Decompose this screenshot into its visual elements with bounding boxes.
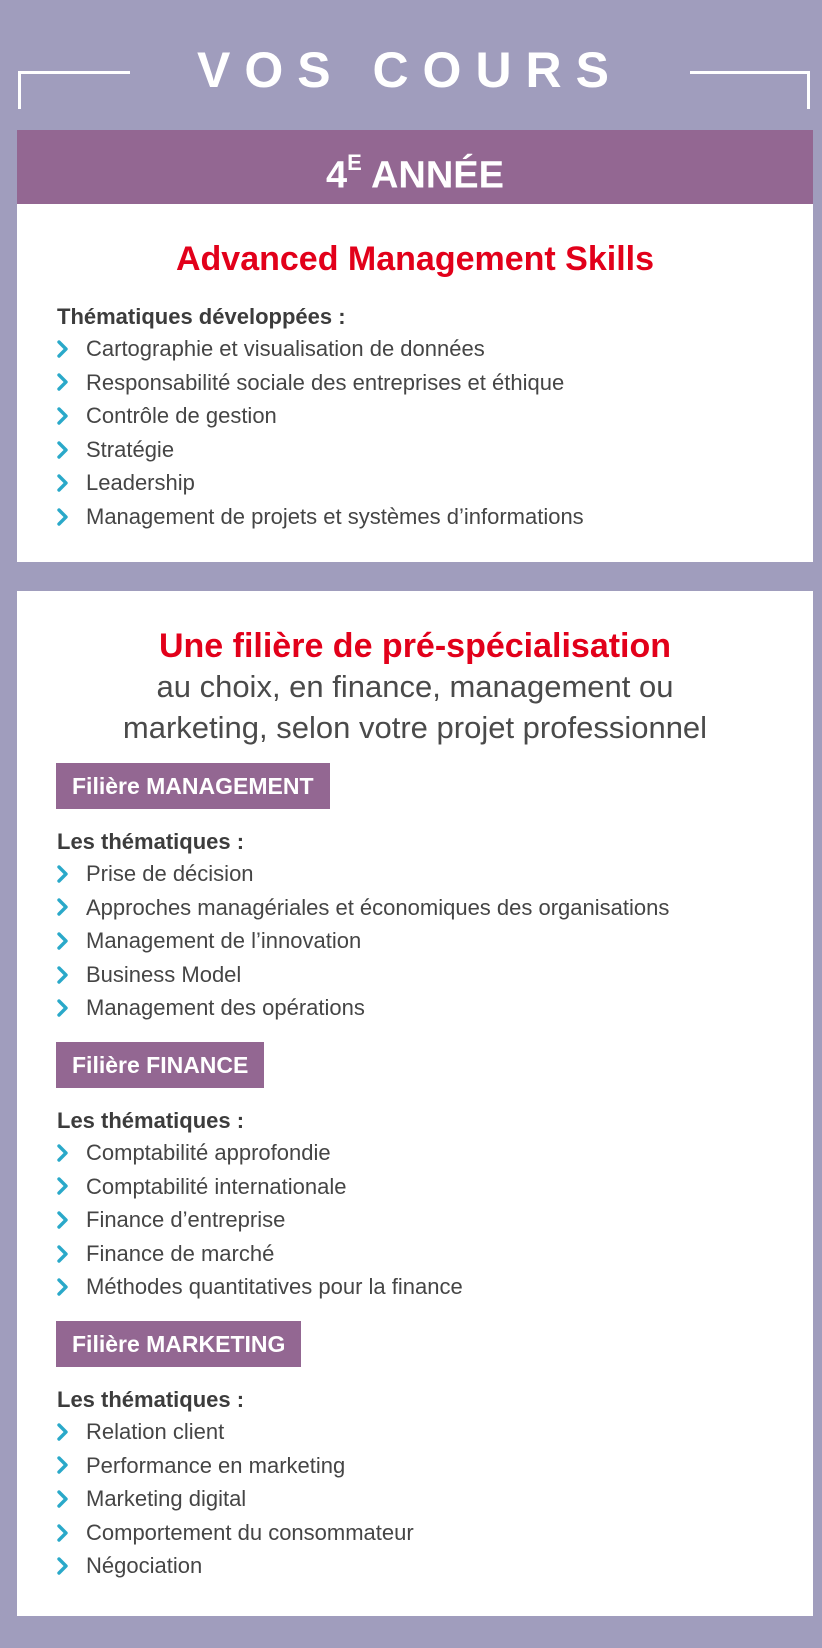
page-header (0, 0, 822, 125)
list-item: Leadership (57, 466, 797, 500)
core-skills-block (57, 302, 797, 534)
chevron-right-icon (57, 1549, 73, 1583)
chevron-right-icon (57, 857, 73, 891)
list-item: Cartographie et visualisation de données (57, 332, 797, 366)
chevron-right-icon (57, 1270, 73, 1304)
topics-list (57, 1136, 797, 1304)
list-item: Comptabilité approfondie (57, 1136, 797, 1170)
chevron-right-icon (57, 366, 73, 400)
list-item: Management de projets et systèmes d’informations (57, 500, 797, 534)
topics-label: Les thématiques : (57, 1108, 245, 1133)
topics-label: Les thématiques : (57, 829, 245, 854)
chevron-right-icon (57, 1415, 73, 1449)
core-skills-card (17, 204, 813, 562)
list-item: Management de l’innovation (57, 924, 797, 958)
chevron-right-icon (57, 500, 73, 534)
chevron-right-icon (57, 1170, 73, 1204)
list-item: Finance d’entreprise (57, 1203, 797, 1237)
subtitle-line-2: marketing, selon votre projet professionnel (122, 710, 708, 745)
chevron-right-icon (57, 433, 73, 467)
filiere-management-block (57, 827, 797, 1025)
topics-label: Les thématiques : (57, 1387, 245, 1412)
page-title: VOS COURS (196, 42, 624, 98)
list-item: Relation client (57, 1415, 797, 1449)
list-item: Performance en marketing (57, 1449, 797, 1483)
chevron-right-icon (57, 1237, 73, 1271)
year-banner (17, 130, 813, 204)
topics-label: Thématiques développées : (57, 304, 346, 329)
chevron-right-icon (57, 991, 73, 1025)
year-number: 4 (325, 154, 348, 197)
specialization-subtitle (17, 666, 813, 748)
specialization-title: Une filière de pré-spécialisation (158, 627, 672, 665)
list-item: Comportement du consommateur (57, 1516, 797, 1550)
header-frame-left (18, 71, 130, 109)
list-item: Approches managériales et économiques des organisations (57, 891, 797, 925)
year-word: ANNÉE (370, 154, 504, 197)
filiere-marketing-banner: Filière MARKETING (56, 1321, 301, 1367)
chevron-right-icon (57, 1136, 73, 1170)
list-item: Management des opérations (57, 991, 797, 1025)
chevron-right-icon (57, 924, 73, 958)
year-superscript: E (347, 150, 362, 175)
chevron-right-icon (57, 1516, 73, 1550)
header-frame-right (690, 71, 810, 109)
subtitle-line-1: au choix, en finance, management ou (156, 669, 674, 704)
list-item: Comptabilité internationale (57, 1170, 797, 1204)
specialization-card (17, 591, 813, 1616)
chevron-right-icon (57, 332, 73, 366)
chevron-right-icon (57, 1203, 73, 1237)
chevron-right-icon (57, 958, 73, 992)
topics-list (57, 857, 797, 1025)
chevron-right-icon (57, 1482, 73, 1516)
core-skills-title: Advanced Management Skills (175, 240, 655, 278)
list-item: Stratégie (57, 433, 797, 467)
topics-list (57, 1415, 797, 1583)
topics-list (57, 332, 797, 534)
list-item: Responsabilité sociale des entreprises et éthique (57, 366, 797, 400)
list-item: Méthodes quantitatives pour la finance (57, 1270, 797, 1304)
list-item: Business Model (57, 958, 797, 992)
chevron-right-icon (57, 1449, 73, 1483)
list-item: Prise de décision (57, 857, 797, 891)
chevron-right-icon (57, 399, 73, 433)
list-item: Négociation (57, 1549, 797, 1583)
filiere-marketing-block (57, 1385, 797, 1583)
chevron-right-icon (57, 466, 73, 500)
list-item: Marketing digital (57, 1482, 797, 1516)
filiere-management-banner: Filière MANAGEMENT (56, 763, 330, 809)
filiere-finance-block (57, 1106, 797, 1304)
list-item: Contrôle de gestion (57, 399, 797, 433)
filiere-finance-banner: Filière FINANCE (56, 1042, 264, 1088)
chevron-right-icon (57, 891, 73, 925)
list-item: Finance de marché (57, 1237, 797, 1271)
